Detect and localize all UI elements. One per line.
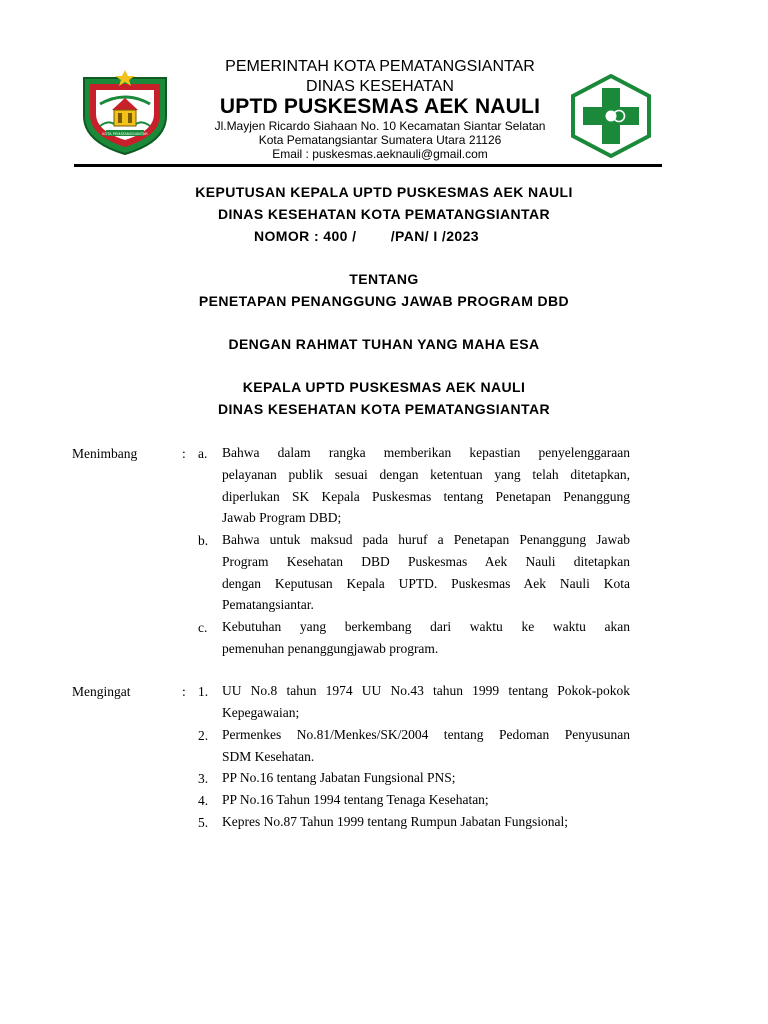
kepala-department: DINAS KESEHATAN KOTA PEMATANGSIANTAR xyxy=(218,401,550,417)
list-marker: 4. xyxy=(198,793,209,808)
decree-number: NOMOR : 400 / /PAN/ I /2023 xyxy=(254,228,479,244)
letterhead-email: Email : puskesmas.aeknauli@gmail.com xyxy=(272,147,488,161)
mengingat-item-4 xyxy=(222,789,630,811)
text-line: PP No.16 Tahun 1994 tentang Tenaga Kesehatan; xyxy=(222,792,489,807)
text-line: diperlukan SK Kepala Puskesmas tentang Penetapan Penanggung xyxy=(222,488,630,504)
decree-subject: PENETAPAN PENANGGUNG JAWAB PROGRAM DBD xyxy=(198,293,570,309)
city-coat-of-arms-icon xyxy=(78,68,172,156)
text-line: UU No.8 tahun 1974 UU No.43 tahun 1999 tentang Pokok-pokok xyxy=(222,683,630,698)
menimbang-item-c xyxy=(222,616,630,660)
letterhead-department: DINAS KESEHATAN xyxy=(306,78,454,95)
menimbang-item-a xyxy=(222,442,630,529)
text-line: Bahwa untuk maksud pada huruf a Penetapan Penanggung Jawab xyxy=(222,532,630,547)
list-marker: 3. xyxy=(198,771,209,786)
text-line: pemenuhan penanggungjawab program. xyxy=(222,640,439,656)
text-line: pelayanan publik sesuai dengan ketentuan yang telah ditetapkan, xyxy=(222,466,630,482)
text-line: Kebutuhan yang berkembang dari waktu ke waktu akan xyxy=(222,619,630,634)
letterhead-institution: UPTD PUSKESMAS AEK NAULI xyxy=(219,95,541,118)
decree-department: DINAS KESEHATAN KOTA PEMATANGSIANTAR xyxy=(218,206,550,222)
list-marker: 5. xyxy=(198,815,209,830)
letterhead-city: Kota Pematangsiantar Sumatera Utara 21126 xyxy=(258,133,502,147)
list-marker: c. xyxy=(198,620,208,635)
letterhead-government: PEMERINTAH KOTA PEMATANGSIANTAR xyxy=(225,58,535,75)
menimbang-colon: : xyxy=(182,446,186,461)
kepala-line: KEPALA UPTD PUSKESMAS AEK NAULI xyxy=(242,379,526,395)
puskesmas-cross-icon xyxy=(570,74,652,158)
logo-lettering: KOTA PEMATANGSIANTAR xyxy=(102,132,148,136)
list-marker: b. xyxy=(198,533,209,548)
text-line: Kepegawaian; xyxy=(222,704,300,720)
mengingat-colon: : xyxy=(182,684,186,699)
text-line: SDM Kesehatan. xyxy=(222,748,315,764)
text-line: PP No.16 tentang Jabatan Fungsional PNS; xyxy=(222,770,456,785)
mengingat-label: Mengingat xyxy=(72,684,131,699)
rahmat-line: DENGAN RAHMAT TUHAN YANG MAHA ESA xyxy=(228,336,540,352)
mengingat-item-3 xyxy=(222,767,630,789)
menimbang-item-b xyxy=(222,529,630,616)
text-line: Program Kesehatan DBD Puskesmas Aek Nauli ditetapkan xyxy=(222,553,630,569)
letterhead-divider xyxy=(74,164,662,167)
text-line: Permenkes No.81/Menkes/SK/2004 tentang Pedoman Penyusunan xyxy=(222,727,630,742)
letterhead-address: Jl.Mayjen Ricardo Siahaan No. 10 Kecamatan Siantar Selatan xyxy=(214,119,546,133)
menimbang-label: Menimbang xyxy=(72,446,138,461)
text-line: dengan Keputusan Kepala UPTD. Puskesmas Aek Nauli Kota xyxy=(222,575,630,591)
mengingat-item-2 xyxy=(222,724,630,768)
mengingat-item-1 xyxy=(222,680,630,724)
list-marker: 1. xyxy=(198,684,209,699)
text-line: Jawab Program DBD; xyxy=(222,510,342,526)
mengingat-item-5 xyxy=(222,811,630,833)
tentang-heading: TENTANG xyxy=(349,271,419,287)
text-line: Pematangsiantar. xyxy=(222,597,314,613)
text-line: Kepres No.87 Tahun 1999 tentang Rumpun Jabatan Fungsional; xyxy=(222,814,569,829)
decree-title: KEPUTUSAN KEPALA UPTD PUSKESMAS AEK NAULI xyxy=(195,184,573,200)
list-marker: a. xyxy=(198,446,208,461)
text-line: Bahwa dalam rangka memberikan kepastian penyelenggaraan xyxy=(222,445,630,460)
list-marker: 2. xyxy=(198,728,209,743)
